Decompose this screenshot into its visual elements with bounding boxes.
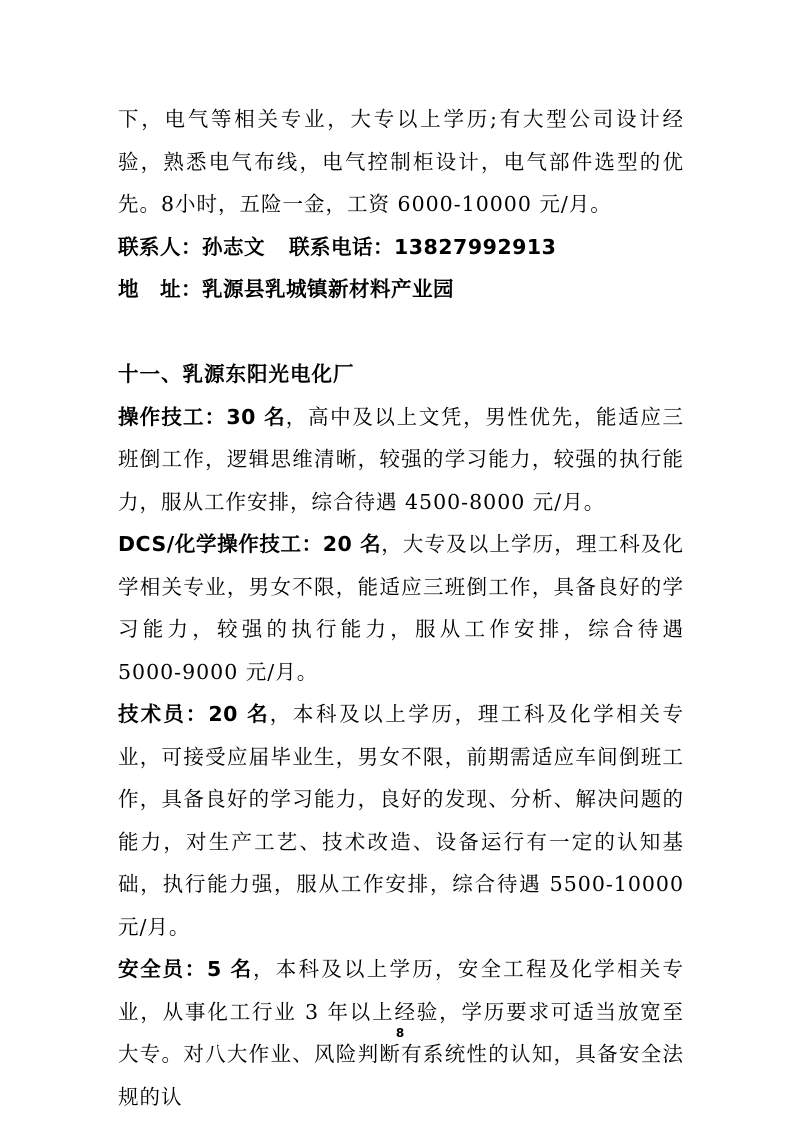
document-page [118, 98, 684, 1118]
job-title: 技术员： [118, 702, 209, 726]
page-number: 8 [395, 1026, 405, 1040]
previous-job-continuation: 下，电气等相关专业，大专以上学历;有大型公司设计经验，熟悉电气布线，电气控制柜设计，电气部件选型的优先。8小时，五险一金，工资 6000-10000 元/月。 [118, 107, 684, 216]
job-count: 30 名 [226, 404, 286, 429]
address-value: 乳源县乳城镇新材料产业园 [202, 277, 454, 301]
job-count: 5 名 [207, 957, 253, 981]
contact-line [118, 226, 684, 269]
section-title: 十一、乳源东阳光电化厂 [118, 362, 355, 386]
job-title: 安全员： [118, 957, 208, 981]
contact-person: 孙志文 [202, 234, 265, 259]
section-spacer [118, 311, 684, 354]
job-description: ，大专及以上学历，理工科及化学相关专业，男女不限，能适应三班倒工作，具备良好的学习能力，较强的执行能力，服从工作安排，综合待遇 5000-9000 元/月。 [118, 532, 684, 684]
job-title: DCS/化学操作技工： [118, 532, 323, 556]
job-count: 20 名 [208, 702, 270, 726]
address-line [118, 268, 684, 311]
contact-phone-label: 联系电话： [289, 234, 394, 259]
job-description: ，本科及以上学历，理工科及化学相关专业，可接受应届毕业生，男女不限，前期需适应车间倒班工作，具备良好的学习能力，良好的发现、分析、解决问题的能力，对生产工艺、技术改造、设备运行有一定的认知基础，执行能力强，服从工作安排，综合待遇 5500-10000 元/月。 [118, 702, 685, 939]
job-count: 20 名 [322, 532, 382, 556]
job-entry-operator [118, 396, 684, 524]
contact-phone: 13827992913 [394, 234, 557, 259]
job-description: ，高中及以上文凭，男性优先，能适应三班倒工作，逻辑思维清晰，较强的学习能力，较强的执行能力，服从工作安排，综合待遇 4500-8000 元/月。 [118, 404, 685, 514]
job-entry-dcs-operator [118, 523, 684, 693]
job-description: ，本科及以上学历，安全工程及化学相关专业，从事化工行业 3 年以上经验，学历要求可适当放宽至大专。对八大作业、风险判断有系统性的认知，具备安全法规的认 [118, 957, 685, 1109]
address-label: 地 址： [118, 277, 202, 301]
contact-person-label: 联系人： [118, 234, 202, 259]
job-title: 操作技工： [118, 404, 227, 429]
job-entry-technician [118, 693, 684, 948]
